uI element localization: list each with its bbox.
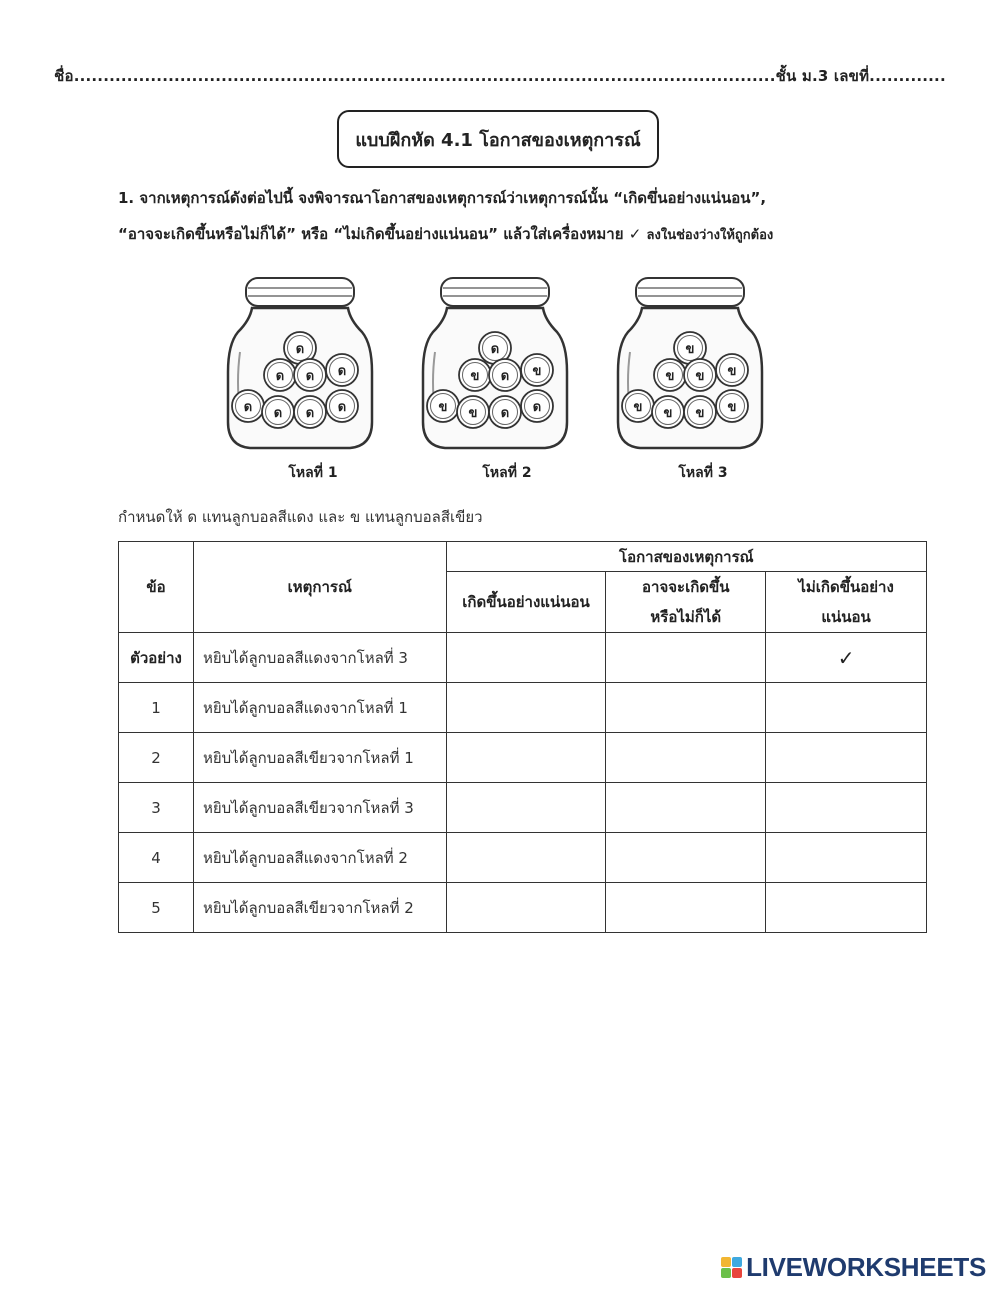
worksheet-title: แบบฝึกหัด 4.1 โอกาสของเหตุการณ์ <box>337 110 659 168</box>
ball-label: ด <box>337 400 347 415</box>
probability-table <box>118 541 927 933</box>
liveworksheets-mark-icon <box>721 1257 742 1278</box>
header-maybe <box>606 572 766 633</box>
ball-label: ข <box>685 342 695 357</box>
ball-label: ข <box>633 400 643 415</box>
row-number: 4 <box>119 833 194 883</box>
jar-3-label: โหลที่ 3 <box>678 465 728 481</box>
ball-label: ข <box>727 364 737 379</box>
row-event: หยิบได้ลูกบอลสีแดงจากโหลที่ 2 <box>193 833 446 883</box>
answer-cell-never[interactable] <box>766 833 927 883</box>
table-row <box>119 883 927 933</box>
ball-label: ด <box>490 342 500 357</box>
row-number: 1 <box>119 683 194 733</box>
row-event: หยิบได้ลูกบอลสีเขียวจากโหลที่ 1 <box>193 733 446 783</box>
answer-cell-certain[interactable] <box>446 783 606 833</box>
header-never-line2: แน่นอน <box>821 608 871 626</box>
table-row-example <box>119 633 927 683</box>
ball-label: ข <box>468 406 478 421</box>
answer-cell-certain[interactable] <box>446 683 606 733</box>
row-event: หยิบได้ลูกบอลสีเขียวจากโหลที่ 3 <box>193 783 446 833</box>
header-maybe-line1: อาจจะเกิดขึ้น <box>642 578 730 596</box>
ball-label: ด <box>243 400 253 415</box>
answer-cell-maybe[interactable] <box>606 683 766 733</box>
answer-cell-never[interactable] <box>766 683 927 733</box>
header-chance-group: โอกาสของเหตุการณ์ <box>446 542 926 572</box>
header-maybe-line2: หรือไม่ก็ได้ <box>650 608 722 626</box>
header-never-line1: ไม่เกิดขึ้นอย่าง <box>798 578 894 596</box>
jar-lid <box>441 278 549 306</box>
example-item: ตัวอย่าง <box>119 633 194 683</box>
jar-1 <box>228 278 372 448</box>
ball-label: ด <box>305 369 315 384</box>
answer-cell[interactable] <box>606 633 766 683</box>
ball-label: ข <box>727 400 737 415</box>
ball-label: ข <box>532 364 542 379</box>
ball-label: ข <box>695 406 705 421</box>
example-checkmark: ✓ <box>766 633 927 683</box>
answer-cell-maybe[interactable] <box>606 883 766 933</box>
table-row <box>119 783 927 833</box>
header-item: ข้อ <box>119 542 194 633</box>
ball-label: ด <box>337 364 347 379</box>
jar-lid <box>636 278 744 306</box>
ball-label: ด <box>500 369 510 384</box>
jar-3 <box>618 278 762 448</box>
answer-cell-never[interactable] <box>766 733 927 783</box>
brand-name: LIVEWORKSHEETS <box>746 1252 986 1282</box>
instruction-line-2 <box>118 222 918 246</box>
answer-cell-maybe[interactable] <box>606 783 766 833</box>
legend-note: กำหนดให้ ด แทนลูกบอลสีแดง และ ข แทนลูกบอลสีเขียว <box>118 508 483 526</box>
liveworksheets-logo <box>721 1252 986 1283</box>
table-row <box>119 733 927 783</box>
ball-label: ด <box>532 400 542 415</box>
jar-2-label: โหลที่ 2 <box>482 465 532 481</box>
answer-cell-maybe[interactable] <box>606 733 766 783</box>
ball-label: ข <box>663 406 673 421</box>
ball-label: ด <box>295 342 305 357</box>
ball-label: ข <box>665 369 675 384</box>
example-event: หยิบได้ลูกบอลสีแดงจากโหลที่ 3 <box>193 633 446 683</box>
jars-illustration <box>225 272 785 482</box>
ball-label: ด <box>275 369 285 384</box>
row-event: หยิบได้ลูกบอลสีแดงจากโหลที่ 1 <box>193 683 446 733</box>
table-row <box>119 833 927 883</box>
row-number: 5 <box>119 883 194 933</box>
header-never <box>766 572 927 633</box>
row-event: หยิบได้ลูกบอลสีเขียวจากโหลที่ 2 <box>193 883 446 933</box>
answer-cell-never[interactable] <box>766 783 927 833</box>
header-event: เหตุการณ์ <box>193 542 446 633</box>
answer-cell-certain[interactable] <box>446 883 606 933</box>
ball-label: ด <box>273 406 283 421</box>
jar-2 <box>423 278 567 448</box>
jar-lid <box>246 278 354 306</box>
instruction-line-1: 1. จากเหตุการณ์ดังต่อไปนี้ จงพิจารณาโอกาสของเหตุการณ์ว่าเหตุการณ์นั้น “เกิดขึ่นอย่างแน่นอน”, <box>118 189 767 207</box>
answer-cell-maybe[interactable] <box>606 833 766 883</box>
header-certain: เกิดขึ้นอย่างแน่นอน <box>446 572 606 633</box>
ball-label: ข <box>695 369 705 384</box>
instruction-line-2-main: “อาจจะเกิดขึ้นหรือไม่ก็ได้” หรือ “ไม่เกิดขึ้นอย่างแน่นอน” แล้วใส่เครื่องหมาย ✓ <box>118 225 642 243</box>
answer-cell[interactable] <box>446 633 606 683</box>
answer-cell-certain[interactable] <box>446 733 606 783</box>
row-number: 2 <box>119 733 194 783</box>
instruction-line-2-tail: ลงในช่องว่างให้ถูกต้อง <box>646 228 774 243</box>
table-row <box>119 683 927 733</box>
ball-label: ข <box>438 400 448 415</box>
answer-cell-never[interactable] <box>766 883 927 933</box>
ball-label: ข <box>470 369 480 384</box>
ball-label: ด <box>305 406 315 421</box>
answer-cell-certain[interactable] <box>446 833 606 883</box>
student-info-line: ชื่อ.......................................................................................................................ชั้น ม.3 เลขที่............. <box>54 67 946 85</box>
ball-label: ด <box>500 406 510 421</box>
row-number: 3 <box>119 783 194 833</box>
jar-1-label: โหลที่ 1 <box>288 465 338 481</box>
